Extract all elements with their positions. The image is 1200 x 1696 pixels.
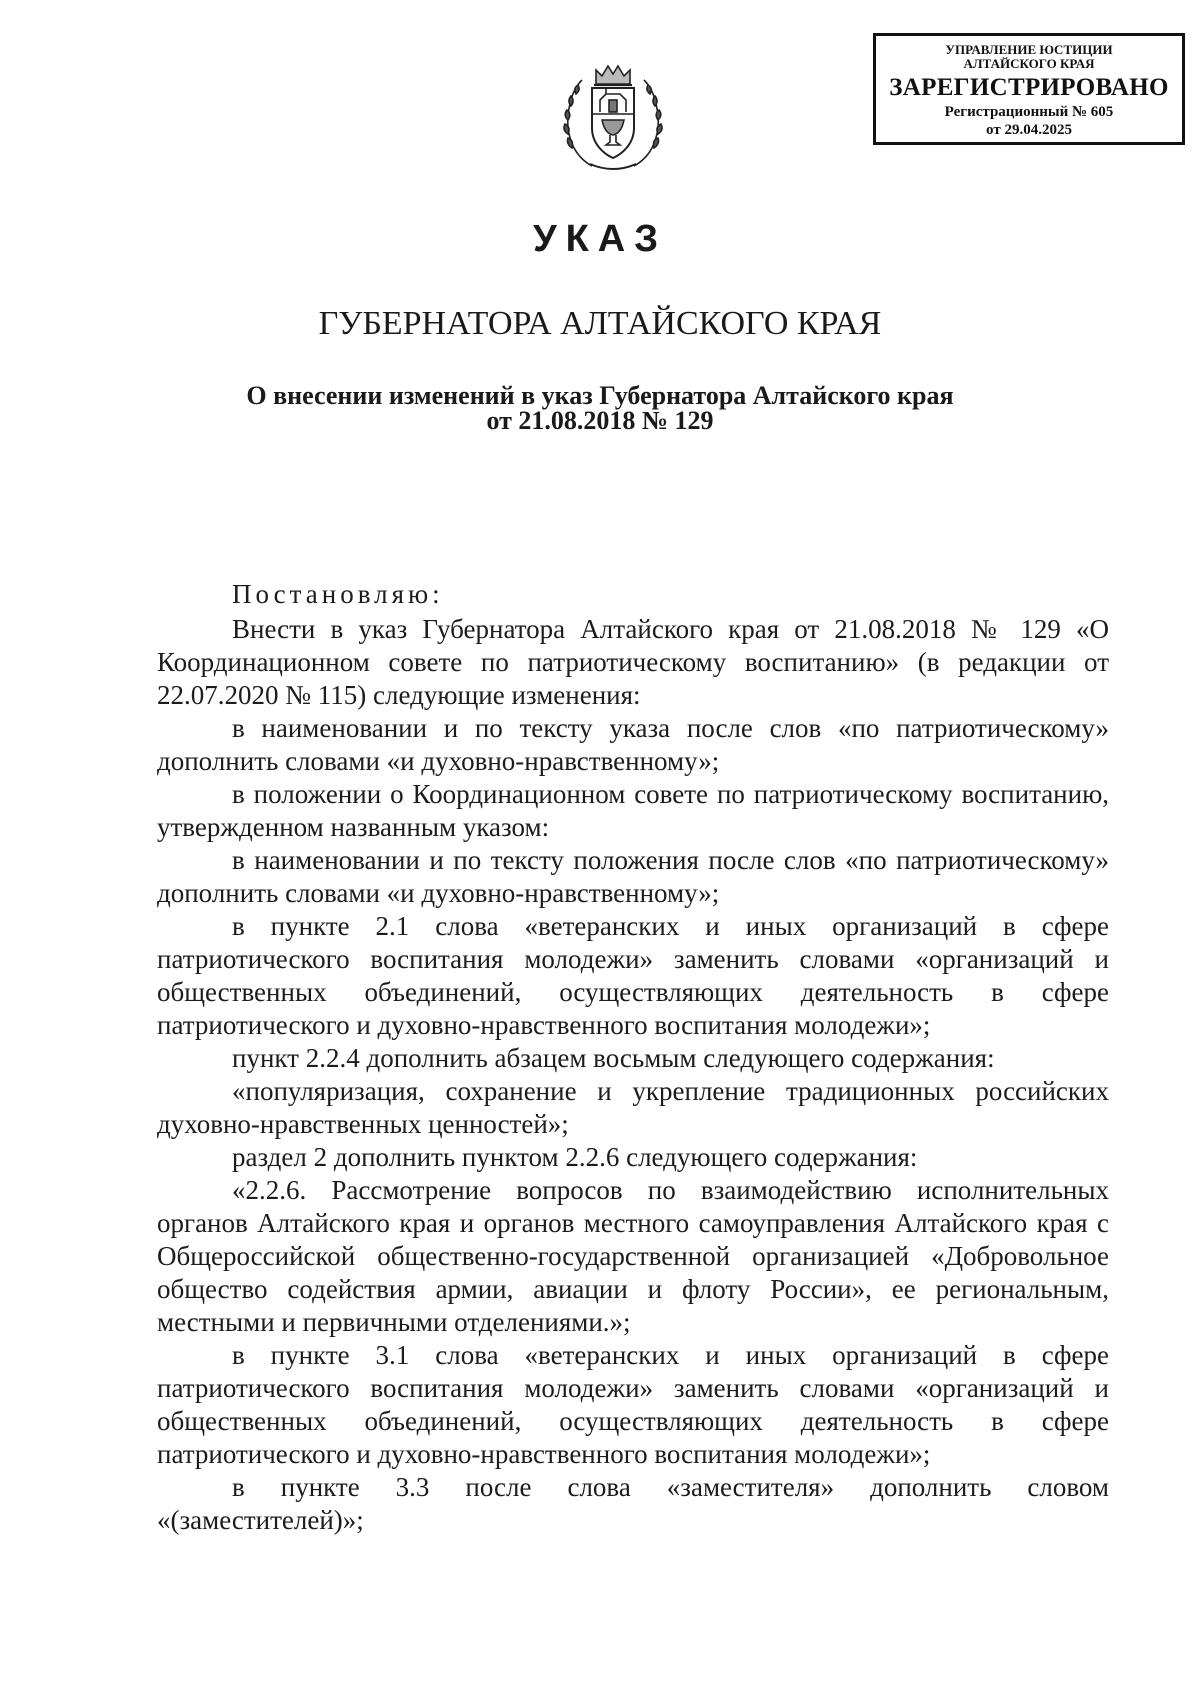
body-paragraph: «2.2.6. Рассмотрение вопросов по взаимодействию исполнительных органов Алтайского края и органов местного самоуправления Алтайского края с Общероссийской общественно-государственной организацией «Добровольное общество содействия армии, авиации и флоту России», ее региональным, местными и первичными отделениями.»;	[157, 1175, 1109, 1337]
registration-stamp	[873, 33, 1185, 145]
body-paragraph: в пункте 3.3 после слова «заместителя» дополнить словом «(заместителей)»;	[157, 1472, 1109, 1535]
stamp-status: ЗАРЕГИСТРИРОВАНО	[889, 74, 1169, 101]
body-paragraph: в пункте 3.1 слова «ветеранских и иных организаций в сфере патриотического воспитания молодежи» заменить словами «организаций и общественных объединений, осуществляющих деятельность в сфере патриотического и духовно-нравственного воспитания молодежи»;	[157, 1340, 1109, 1469]
body-paragraph: раздел 2 дополнить пунктом 2.2.6 следующего содержания:	[232, 1142, 918, 1172]
stamp-reg-date: от 29.04.2025	[986, 122, 1072, 138]
coat-of-arms-icon	[562, 58, 664, 176]
body-paragraph: в наименовании и по тексту положения после слов «по патриотическому» дополнить словами «и духовно-нравственному»;	[157, 845, 1109, 908]
body-paragraph: «популяризация, сохранение и укрепление традиционных российских духовно-нравственных ценностей»;	[157, 1076, 1109, 1139]
body-paragraph: в пункте 2.1 слова «ветеранских и иных организаций в сфере патриотического воспитания молодежи» заменить словами «организаций и общественных объединений, осуществляющих деятельность в сфере патриотического и духовно-нравственного воспитания молодежи»;	[157, 911, 1109, 1040]
stamp-org-line1: УПРАВЛЕНИЕ ЮСТИЦИИ	[945, 42, 1113, 57]
body-paragraph: пункт 2.2.4 дополнить абзацем восьмым следующего содержания:	[232, 1043, 995, 1073]
stamp-reg-number: Регистрационный № 605	[944, 104, 1114, 120]
decree-word: Постановляю:	[232, 579, 444, 609]
stamp-org-line2: АЛТАЙСКОГО КРАЯ	[963, 56, 1095, 71]
document-issuer-heading: ГУБЕРНАТОРА АЛТАЙСКОГО КРАЯ	[318, 305, 882, 342]
document-subject	[0, 383, 1200, 433]
subject-line-1: О внесении изменений в указ Губернатора Алтайского края	[246, 381, 954, 410]
document-body	[157, 578, 1109, 1537]
document-type-heading: УКАЗ	[532, 218, 668, 260]
body-paragraph: в положении о Координационном совете по патриотическому воспитанию, утвержденном названным указом:	[157, 779, 1109, 842]
body-paragraph: в наименовании и по тексту указа после слов «по патриотическому» дополнить словами «и духовно-нравственному»;	[157, 713, 1109, 776]
subject-line-2: от 21.08.2018 № 129	[486, 406, 714, 435]
body-paragraph: Внести в указ Губернатора Алтайского края от 21.08.2018 № 129 «О Координационном совете по патриотическому воспитанию» (в редакции от 22.07.2020 № 115) следующие изменения:	[157, 614, 1109, 710]
